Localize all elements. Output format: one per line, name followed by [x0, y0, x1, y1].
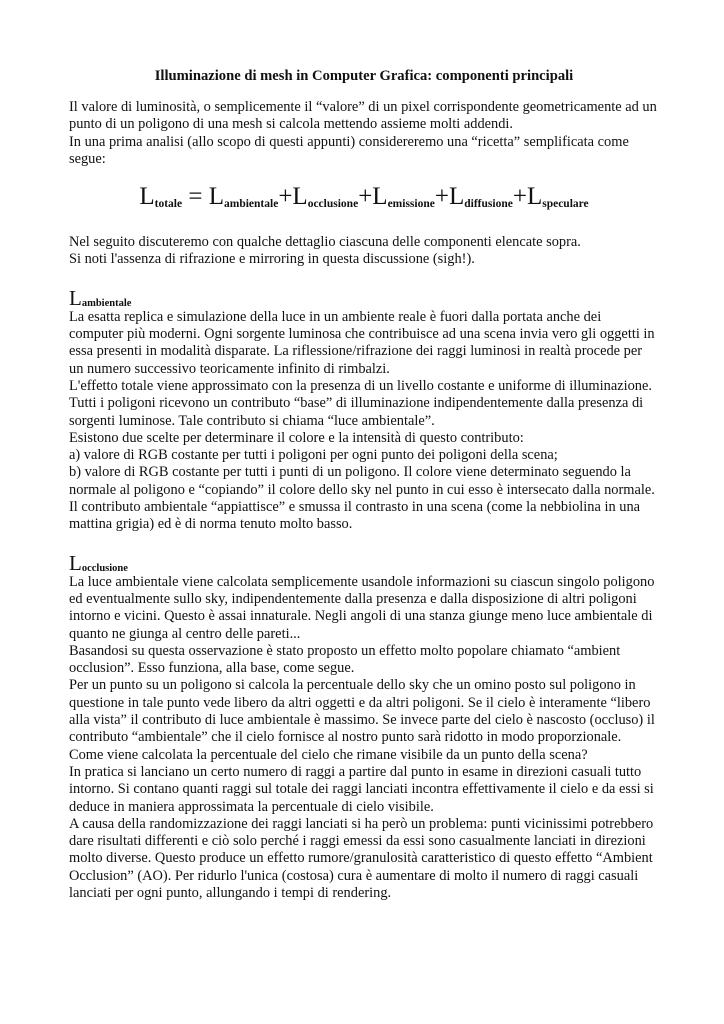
section-heading-occlusione	[69, 552, 659, 574]
formula-term-occlusione: occlusione	[307, 198, 359, 211]
formula-symbol: L	[139, 183, 155, 211]
occlusione-paragraph-4: Come viene calcolata la percentuale del cielo che rimane visibile da un punto della scena?	[69, 746, 588, 763]
ambientale-paragraph-2: L'effetto totale viene approssimato con la presenza di un livello costante e uniforme di illuminazione. Tutti i poligoni ricevono un contributo “base” di illuminazione indipendentemente dalla presenza di sorgenti luminose. Tale contributo si chiama “luce ambientale”.	[69, 377, 652, 429]
formula-term-speculare: speculare	[542, 198, 589, 211]
document-page	[69, 67, 659, 902]
ambientale-paragraph-6: Il contributo ambientale “appiattisce” e smussa il contrasto in una scena (come la nebbiolina in una mattina grigia) ed è di norma tenuto molto basso.	[69, 499, 641, 533]
after-formula-paragraph-1: Nel seguito discuteremo con qualche dettaglio ciascuna delle componenti elencate sopra.	[69, 234, 581, 251]
document-title: Illuminazione di mesh in Computer Grafica: componenti principali	[154, 68, 574, 84]
occlusione-paragraph-5: In pratica si lanciano un certo numero di raggi a partire dal punto in esame in direzioni casuali tutto intorno. Si contano quanti raggi sul totale dei raggi lanciati incontra effettivamente il cielo e da essi si deduce in maniera approssimata la percentuale di cielo visibile.	[69, 763, 654, 815]
formula-plus: +	[512, 183, 527, 211]
formula-equals: =	[182, 183, 209, 211]
ambientale-paragraph-3: Esistono due scelte per determinare il colore e la intensità di questo contributo:	[69, 429, 524, 446]
intro-paragraph-2: In una prima analisi (allo scopo di questi appunti) considereremo una “ricetta” semplificata come segue:	[69, 133, 629, 167]
occlusione-paragraph-2: Basandosi su questa osservazione è stato proposto un effetto molto popolare chiamato “ambient occlusion”. Esso funziona, alla base, come segue.	[69, 642, 621, 677]
intro-paragraph-1: Il valore di luminosità, o semplicemente il “valore” di un pixel corrispondente geometricamente ad un punto di un poligono di una mesh si calcola mettendo assieme molti addendi.	[69, 99, 657, 133]
formula-symbol: L	[292, 183, 308, 211]
formula-plus: +	[434, 183, 449, 211]
formula-term-emissione: emissione	[387, 198, 435, 211]
formula-symbol: L	[208, 183, 224, 211]
formula-symbol: L	[526, 183, 543, 211]
section-heading-symbol: L	[69, 285, 82, 310]
ambientale-option-a: a) valore di RGB costante per tutti i poligoni per ogni punto dei poligoni della scena;	[69, 447, 558, 464]
occlusione-paragraph-3: Per un punto su un poligono si calcola la percentuale dello sky che un omino posto sul poligono in questione in tale punto vede libero da altri oggetti e da altri poligoni. Se il cielo è interamente “libero alla vista” il contributo di luce ambientale è massimo. Se invece parte del cielo è nascosto (occluso) il contributo “ambientale” che il cielo fornisce al nostro punto sarà ridotto in modo proporzionale.	[69, 677, 655, 746]
section-heading-subscript: ambientale	[81, 297, 132, 309]
occlusione-paragraph-6: A causa della randomizzazione dei raggi lanciati si ha però un problema: punti vicinissimi potrebbero dare risultati differenti e ciò solo perché i raggi emessi da essi sono casualmente lanciati in direzioni molto diverse. Questo produce un effetto rumore/granulosità caratteristico di questo effetto “Ambient Occlusion” (AO). Per ridurlo l'unica (costosa) cura è aumentare di molto il numero di raggi casuali lanciati per ogni punto, allungando i tempi di rendering.	[69, 815, 654, 901]
occlusione-paragraph-1: La luce ambientale viene calcolata semplicemente usandole informazioni su ciascun singolo poligono ed eventualmente sullo sky, indipendentemente dalla presenza e dalla disposizione di altri poligoni intorno e vicini. Questo è assai innaturale. Negli angoli di una stanza giunge meno luce ambientale di quanto ne giunga al centro delle pareti...	[69, 573, 655, 642]
formula-term-ambientale: ambientale	[224, 198, 279, 211]
formula-symbol: L	[372, 183, 388, 211]
section-heading-symbol: L	[69, 550, 82, 575]
formula-symbol: L	[448, 183, 465, 211]
after-formula-paragraph-2: Si noti l'assenza di rifrazione e mirroring in questa discussione (sigh!).	[69, 251, 475, 268]
ambientale-option-b: b) valore di RGB costante per tutti i punti di un poligono. Il colore viene determinato seguendo la normale al poligono e “copiando” il colore dello sky nel punto in cui esso è intersecato dalla normale.	[69, 464, 655, 498]
formula-term-diffusione: diffusione	[464, 198, 513, 211]
ambientale-paragraph-1: La esatta replica e simulazione della luce in un ambiente reale è fuori dalla portata anche dei computer più moderni. Ogni sorgente luminosa che contribuisce ad una scena invia vero gli oggetti in essa presenti in modalità disparate. La riflessione/rifrazione dei raggi luminosi in realtà procede per un numero successivo teoricamente infinito di rimbalzi.	[69, 308, 655, 377]
section-heading-subscript: occlusione	[81, 562, 128, 574]
lighting-formula	[69, 182, 659, 212]
section-heading-ambientale	[69, 287, 659, 309]
formula-plus: +	[278, 183, 293, 211]
formula-lhs-subscript: totale	[154, 198, 183, 211]
formula-plus: +	[358, 183, 373, 211]
